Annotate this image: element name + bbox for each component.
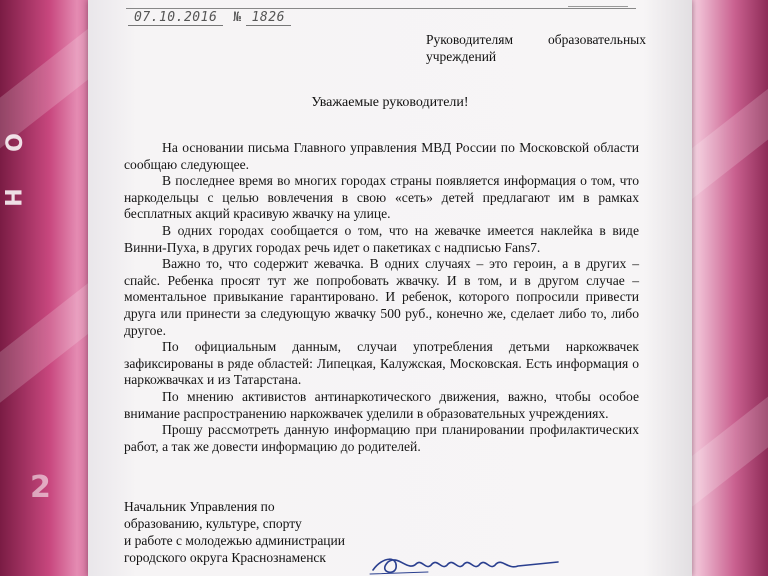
body-paragraph: Важно то, что содержит жевачка. В одних случаях – это героин, а в других – спайс. Ребенка просят тут же попробовать жвачку. И в том, и в другом случае – моментальное привыкание гарантировано. И ребенок, которого попросили привести друга или принести за следующую жвачку 500 руб., конечно же, сделает либо то, либо другое. bbox=[124, 256, 639, 338]
registration-line bbox=[128, 10, 291, 25]
letter-number: 1826 bbox=[246, 10, 291, 26]
signature-line: и работе с молодежью администрации bbox=[124, 533, 345, 548]
signature-block bbox=[124, 498, 384, 566]
background-letter: О bbox=[2, 133, 28, 152]
background-glyph: 2 bbox=[30, 470, 51, 505]
recipient-block bbox=[426, 31, 646, 65]
letter-body bbox=[124, 140, 639, 455]
recipient-line: учреждений bbox=[426, 49, 497, 64]
letter-date: 07.10.2016 bbox=[128, 10, 223, 26]
signature-line: городского округа Краснознаменск bbox=[124, 550, 326, 565]
top-rule bbox=[126, 8, 636, 9]
salutation: Уважаемые руководители! bbox=[311, 95, 469, 110]
body-paragraph: В одних городах сообщается о том, что на жевачке имеется наклейка в виде Винни-Пуха, в других городах речь идет о пакетиках с надписью Fans7. bbox=[124, 222, 639, 255]
body-paragraph: На основании письма Главного управления МВД России по Московской области сообщаю следующее. bbox=[124, 140, 639, 172]
body-paragraph: В последнее время во многих городах страны появляется информация о том, что наркодельцы с целью вовлечения в свою «сеть» детей предлагают им в рамках бесплатных акций красивую жвачку на улице. bbox=[124, 173, 639, 222]
signature-line: Начальник Управления по bbox=[124, 499, 275, 514]
handwritten-signature bbox=[368, 548, 568, 576]
background-letter: Н bbox=[2, 188, 28, 207]
number-sign: № bbox=[233, 10, 242, 25]
letter-page bbox=[88, 0, 692, 576]
recipient-line: Руководителям образовательных bbox=[426, 32, 646, 47]
top-mark bbox=[568, 0, 628, 7]
body-paragraph: По мнению активистов антинаркотического движения, важно, чтобы особое внимание распространению наркожвачек уделили в образовательных учреждениях. bbox=[124, 388, 639, 421]
signature-line: образованию, культуре, спорту bbox=[124, 516, 302, 531]
body-paragraph: Прошу рассмотреть данную информацию при планировании профилактических работ, а так же довести информацию до родителей. bbox=[124, 422, 639, 454]
body-paragraph: По официальным данным, случаи употребления детьми наркожвачек зафиксированы в ряде областей: Липецкая, Калужская, Московская. Есть информация о наркожвачках и из Татарстана. bbox=[124, 339, 639, 388]
